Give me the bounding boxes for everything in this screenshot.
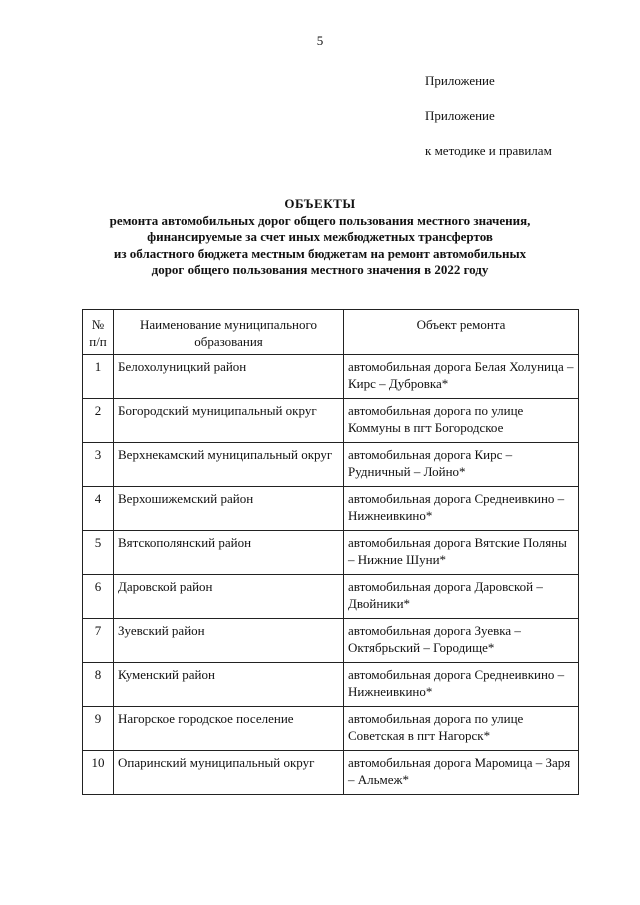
table-row (83, 531, 579, 575)
table-row (83, 355, 579, 399)
row-num: 4 (83, 487, 114, 531)
table-row (83, 575, 579, 619)
header-object: Объект ремонта (344, 310, 579, 355)
header-num: № п/п (83, 310, 114, 355)
row-name: Верхнекамский муниципальный округ (114, 443, 344, 487)
title-line-1: ремонта автомобильных дорог общего пользования местного значения, (109, 212, 531, 228)
row-object: автомобильная дорога Маромица – Заря – Альмеж* (344, 751, 579, 795)
document-title (0, 196, 640, 279)
row-num: 2 (83, 399, 114, 443)
table-row (83, 751, 579, 795)
row-name: Зуевский район (114, 619, 344, 663)
row-object: автомобильная дорога Зуевка – Октябрьский – Городище* (344, 619, 579, 663)
row-name: Вятскополянский район (114, 531, 344, 575)
row-object: автомобильная дорога по улице Советская в пгт Нагорск* (344, 707, 579, 751)
table-row (83, 663, 579, 707)
row-object: автомобильная дорога Кирс – Рудничный – Лойно* (344, 443, 579, 487)
row-name: Богородский муниципальный округ (114, 399, 344, 443)
table-header-row (83, 310, 579, 355)
row-num: 1 (83, 355, 114, 399)
table-row (83, 487, 579, 531)
title-line-3: из областного бюджета местным бюджетам на ремонт автомобильных (113, 245, 527, 261)
row-name: Опаринский муниципальный округ (114, 751, 344, 795)
row-object: автомобильная дорога Среднеивкино – Нижнеивкино* (344, 487, 579, 531)
appendix-note (425, 72, 552, 159)
table-row (83, 399, 579, 443)
table-row (83, 443, 579, 487)
row-object: автомобильная дорога Даровской – Двойники* (344, 575, 579, 619)
row-object: автомобильная дорога Вятские Поляны – Нижние Шуни* (344, 531, 579, 575)
row-num: 3 (83, 443, 114, 487)
row-object: автомобильная дорога по улице Коммуны в пгт Богородское (344, 399, 579, 443)
row-name: Верхошижемский район (114, 487, 344, 531)
row-name: Даровской район (114, 575, 344, 619)
row-name: Нагорское городское поселение (114, 707, 344, 751)
row-num: 5 (83, 531, 114, 575)
table-row (83, 707, 579, 751)
table-row (83, 619, 579, 663)
header-name: Наименование муниципального образования (114, 310, 344, 355)
row-name: Куменский район (114, 663, 344, 707)
row-num: 7 (83, 619, 114, 663)
row-num: 6 (83, 575, 114, 619)
title-main: ОБЪЕКТЫ (284, 196, 356, 211)
page-number: 5 (316, 33, 324, 48)
appendix-line-2: Приложение (425, 108, 495, 123)
row-object: автомобильная дорога Среднеивкино – Нижнеивкино* (344, 663, 579, 707)
objects-table (82, 309, 579, 795)
row-num: 9 (83, 707, 114, 751)
row-name: Белохолуницкий район (114, 355, 344, 399)
appendix-line-3: к методике и правилам (425, 143, 552, 158)
row-num: 8 (83, 663, 114, 707)
appendix-line-1: Приложение (425, 73, 495, 88)
row-num: 10 (83, 751, 114, 795)
row-object: автомобильная дорога Белая Холуница – Кирс – Дубровка* (344, 355, 579, 399)
title-line-2: финансируемые за счет иных межбюджетных трансфертов (147, 229, 493, 244)
title-line-4: дорог общего пользования местного значения в 2022 году (151, 262, 489, 277)
